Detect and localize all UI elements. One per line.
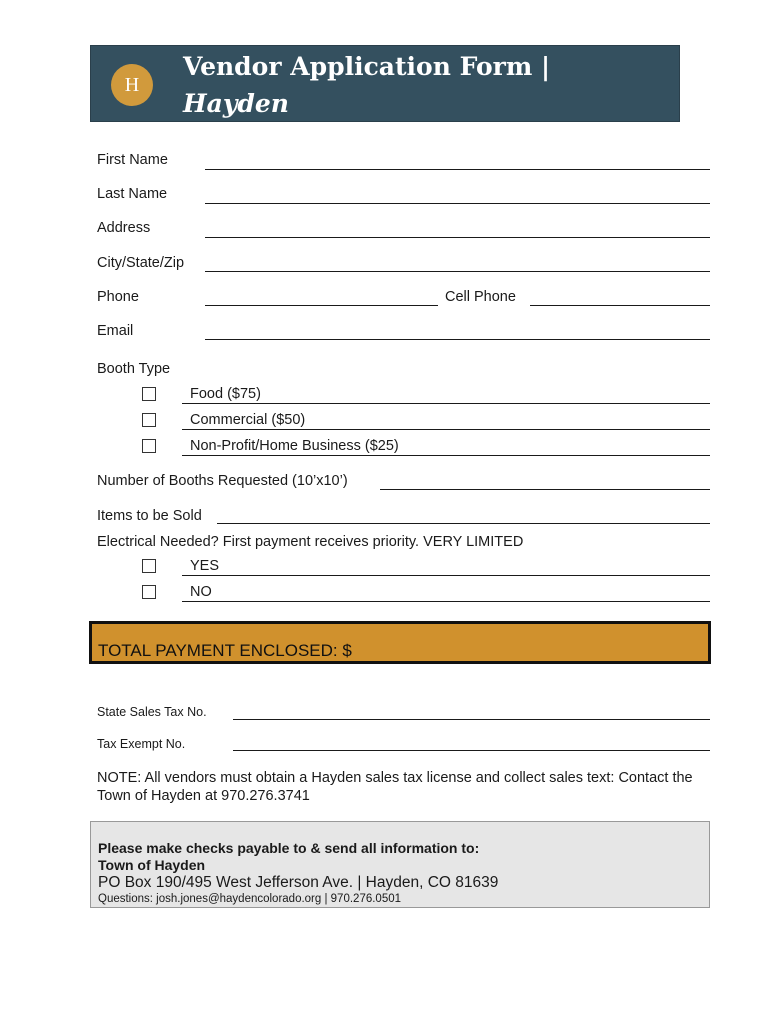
electrical-label: Electrical Needed? First payment receives priority. VERY LIMITED [97, 534, 524, 550]
logo-letter: H [124, 73, 140, 96]
address-label: Address [97, 220, 151, 236]
food-line [182, 403, 710, 404]
nonprofit-option-label: Non-Profit/Home Business ($25) [190, 438, 399, 454]
commercial-line [182, 429, 710, 430]
nonprofit-checkbox[interactable] [142, 439, 156, 453]
payment-info-box [90, 821, 710, 908]
last-name-field[interactable] [205, 203, 710, 204]
tax-exempt-label: Tax Exempt No. [97, 737, 186, 751]
items-to-be-sold-field[interactable] [217, 523, 710, 524]
electrical-no-label: NO [190, 584, 212, 600]
food-option-label: Food ($75) [190, 386, 261, 402]
state-sales-tax-field[interactable] [233, 719, 710, 720]
mailing-address: PO Box 190/495 West Jefferson Ave. | Hayden, CO 81639 [98, 874, 499, 891]
address-field[interactable] [205, 237, 710, 238]
items-to-be-sold-label: Items to be Sold [97, 508, 202, 524]
title-hayden: Hayden [183, 89, 289, 118]
electrical-no-checkbox[interactable] [142, 585, 156, 599]
questions-contact: Questions: josh.jones@haydencolorado.org | 970.276.0501 [98, 893, 402, 905]
number-of-booths-field[interactable] [380, 489, 710, 490]
electrical-no-line [182, 601, 710, 602]
electrical-yes-label: YES [190, 558, 220, 574]
header-banner [90, 45, 680, 155]
nonprofit-line [182, 455, 710, 456]
tax-exempt-field[interactable] [233, 750, 710, 751]
cell-phone-field[interactable] [530, 305, 710, 306]
total-payment-label: TOTAL PAYMENT ENCLOSED: $ [98, 641, 352, 660]
title-daze: Daze [183, 126, 251, 155]
phone-label: Phone [97, 289, 139, 305]
last-name-label: Last Name [97, 186, 168, 202]
city-state-zip-field[interactable] [205, 271, 710, 272]
payee-name: Town of Hayden [98, 857, 206, 873]
total-payment-box [89, 621, 711, 664]
commercial-checkbox[interactable] [142, 413, 156, 427]
food-checkbox[interactable] [142, 387, 156, 401]
state-sales-tax-label: State Sales Tax No. [97, 705, 207, 719]
cell-phone-label: Cell Phone [445, 289, 516, 305]
hayden-logo [111, 64, 153, 106]
first-name-field[interactable] [205, 169, 710, 170]
commercial-option-label: Commercial ($50) [190, 412, 306, 428]
electrical-yes-checkbox[interactable] [142, 559, 156, 573]
city-state-zip-label: City/State/Zip [97, 255, 185, 271]
number-of-booths-label: Number of Booths Requested (10’x10’) [97, 473, 348, 489]
sales-tax-note: NOTE: All vendors must obtain a Hayden sales tax license and collect sales text: Contact the Town of Hayden at 970.276.3741 [97, 770, 693, 804]
email-label: Email [97, 323, 134, 339]
phone-field[interactable] [205, 305, 438, 306]
first-name-label: First Name [97, 152, 168, 168]
page-title [183, 48, 663, 159]
title-main: Vendor Application Form | [183, 52, 551, 81]
payable-heading: Please make checks payable to & send all information to: [98, 840, 480, 856]
booth-type-label: Booth Type [97, 361, 171, 377]
electrical-yes-line [182, 575, 710, 576]
email-field[interactable] [205, 339, 710, 340]
